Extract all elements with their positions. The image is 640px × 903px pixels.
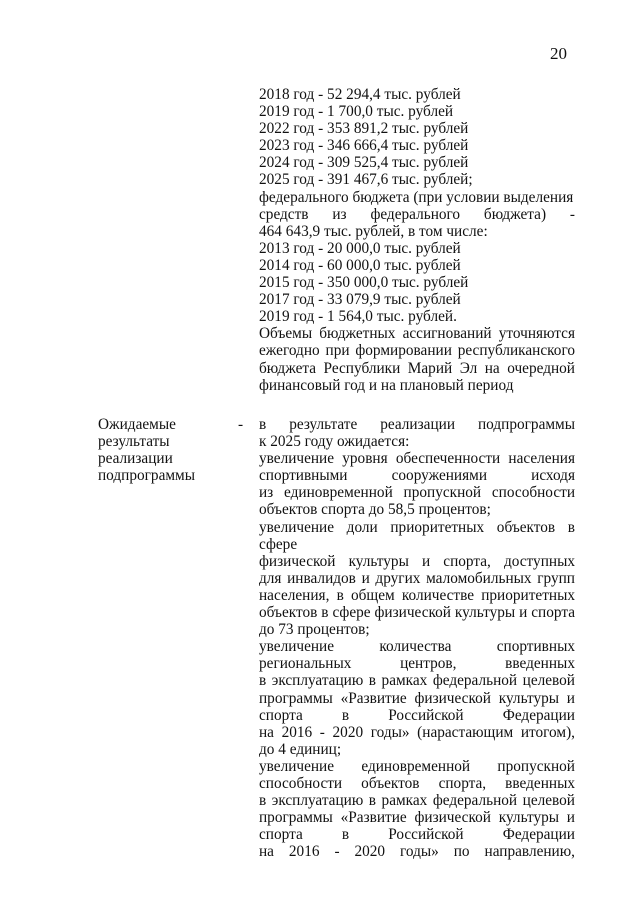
label-dash: - [238, 416, 244, 433]
financing-line: 2024 год - 309 525,4 тыс. рублей [259, 154, 469, 172]
financing-line: средств из федерального бюджета) - [259, 205, 575, 223]
label-line: Ожидаемые [98, 416, 176, 433]
results-line: увеличение количества спортивных [259, 638, 575, 656]
financing-line: 2015 год - 350 000,0 тыс. рублей [259, 274, 469, 292]
financing-block [259, 86, 575, 394]
expected-results-block [259, 416, 575, 860]
results-line: к 2025 году ожидается: [259, 433, 410, 451]
results-line: в результате реализации подпрограммы [259, 416, 575, 433]
label-line: подпрограммы [98, 467, 196, 485]
results-line: до 4 единиц; [259, 740, 342, 758]
label-line: результаты [98, 433, 170, 451]
page-number: 20 [550, 44, 567, 63]
financing-line: 2014 год - 60 000,0 тыс. рублей [259, 256, 461, 274]
expected-results-label [98, 416, 238, 484]
financing-line: финансовый год и на плановый период [259, 376, 514, 394]
results-line: до 73 процентов; [259, 621, 370, 639]
results-line: из единовременной пропускной способности [259, 484, 575, 502]
results-line: программы «Развитие физической культуры и [259, 689, 575, 707]
results-line: спорта в Российской Федерации [259, 826, 575, 844]
financing-line: Объемы бюджетных ассигнований уточняются [259, 325, 575, 343]
results-line: в эксплуатацию в рамках федеральной целевой [259, 672, 575, 690]
results-line: населения, в общем количестве приоритетных [259, 586, 575, 604]
financing-line: 2017 год - 33 079,9 тыс. рублей [259, 291, 461, 309]
label-line: реализации [98, 450, 173, 468]
results-line: объектов в сфере физической культуры и спорта [259, 604, 575, 622]
results-line: спорта в Российской Федерации [259, 706, 575, 724]
results-line: региональных центров, введенных [259, 655, 575, 673]
financing-line: 464 643,9 тыс. рублей, в том числе: [259, 222, 488, 240]
financing-line: 2023 год - 346 666,4 тыс. рублей [259, 137, 469, 155]
results-line: объектов спорта до 58,5 процентов; [259, 501, 491, 519]
financing-line: 2025 год - 391 467,6 тыс. рублей; [259, 171, 473, 189]
results-line: в эксплуатацию в рамках федеральной целевой [259, 792, 575, 810]
financing-line: 2019 год - 1 700,0 тыс. рублей [259, 103, 454, 121]
financing-line: федерального бюджета (при условии выделения [259, 188, 574, 206]
results-line: увеличение доли приоритетных объектов в сфере [259, 518, 575, 553]
results-line: увеличение единовременной пропускной [259, 757, 575, 775]
financing-line: 2022 год - 353 891,2 тыс. рублей [259, 120, 469, 138]
financing-line: бюджета Республики Марий Эл на очередной [259, 359, 575, 377]
results-line: увеличение уровня обеспеченности населения [259, 450, 575, 468]
results-line: физической культуры и спорта, доступных [259, 552, 575, 570]
results-line: программы «Развитие физической культуры и [259, 809, 575, 827]
financing-line: 2013 год - 20 000,0 тыс. рублей [259, 239, 461, 257]
results-line: для инвалидов и других маломобильных групп [259, 569, 575, 587]
financing-line: 2019 год - 1 564,0 тыс. рублей. [259, 308, 457, 326]
financing-line: ежегодно при формировании республиканского [259, 342, 575, 360]
results-line: спортивными сооружениями исходя [259, 467, 575, 485]
results-line: на 2016 - 2020 годы» (нарастающим итогом), [259, 723, 575, 741]
results-line: способности объектов спорта, введенных [259, 774, 575, 792]
results-line: на 2016 - 2020 годы» по направлению, [259, 843, 575, 861]
financing-line: 2018 год - 52 294,4 тыс. рублей [259, 86, 461, 103]
